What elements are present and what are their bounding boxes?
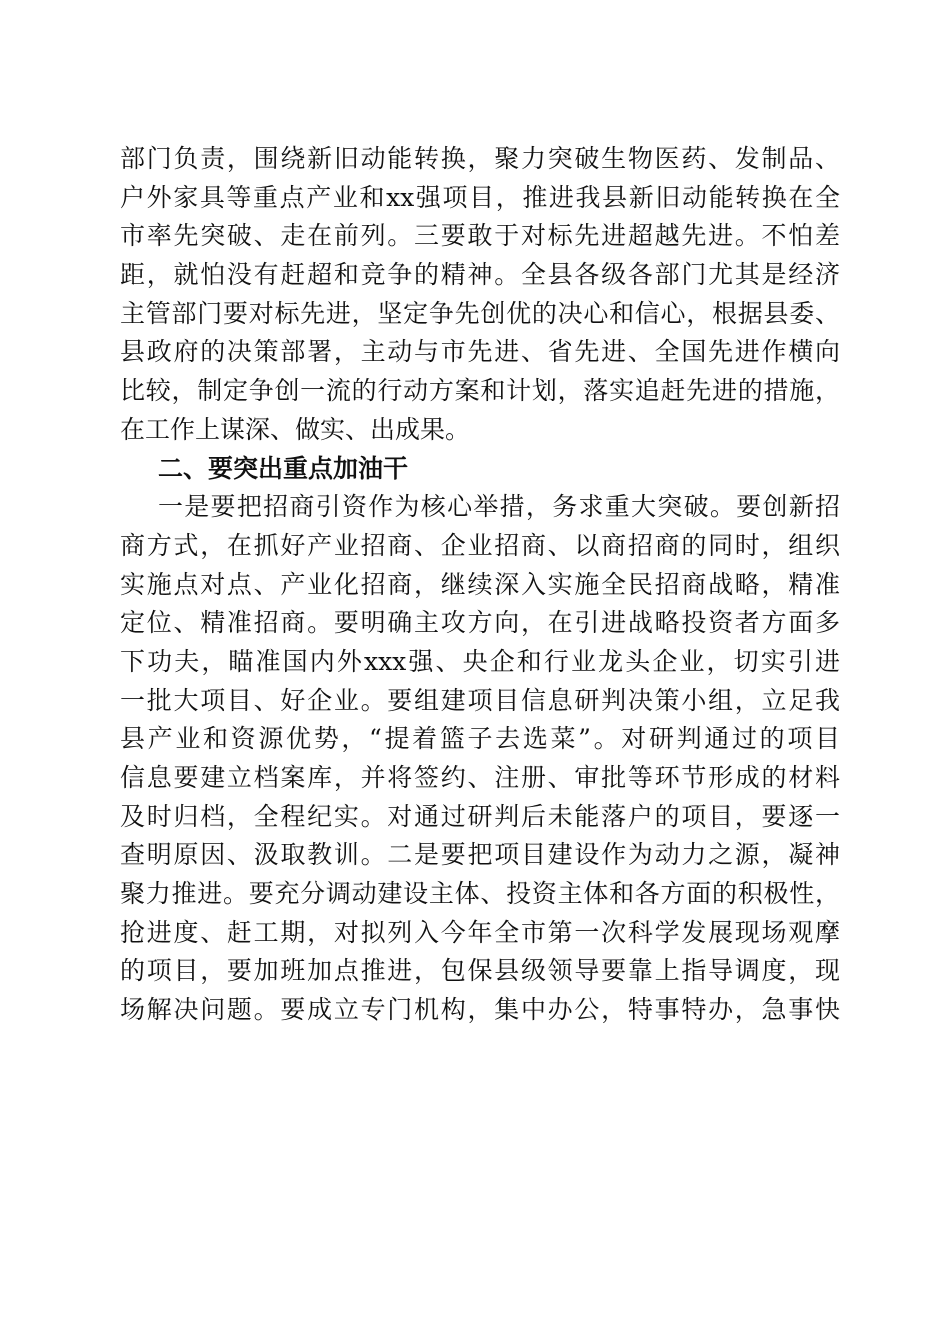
text-line: 的项目，要加班加点推进，包保县级领导要靠上指导调度，现 xyxy=(120,956,840,986)
text-line: 定位、精准招商。要明确主攻方向，在引进战略投资者方面多 xyxy=(120,608,840,638)
text-line: 县产业和资源优势，“提着篮子去选菜”。对研判通过的项目 xyxy=(120,724,840,754)
text-line: 聚力推进。要充分调动建设主体、投资主体和各方面的积极性， xyxy=(120,879,840,909)
text-line: 场解决问题。要成立专门机构，集中办公，特事特办，急事快 xyxy=(120,995,840,1025)
text-line: 实施点对点、产业化招商，继续深入实施全民招商战略，精准 xyxy=(120,569,840,599)
text-line: 查明原因、汲取教训。二是要把项目建设作为动力之源，凝神 xyxy=(120,840,840,870)
paragraph-2 xyxy=(120,488,840,1030)
text-line: 主管部门要对标先进，坚定争先创优的决心和信心，根据县委、 xyxy=(120,298,840,328)
text-line: 比较，制定争创一流的行动方案和计划，落实追赶先进的措施， xyxy=(120,376,840,406)
document-body xyxy=(120,140,840,1030)
text-line: 距，就怕没有赶超和竞争的精神。全县各级各部门尤其是经济 xyxy=(120,260,840,290)
text-line: 部门负责，围绕新旧动能转换，聚力突破生物医药、发制品、 xyxy=(120,144,840,173)
text-line: 及时归档，全程纪实。对通过研判后未能落户的项目，要逐一 xyxy=(120,801,840,831)
text-line: 一是要把招商引资作为核心举措，务求重大突破。要创新招 xyxy=(158,492,840,522)
text-line: 在工作上谋深、做实、出成果。 xyxy=(120,414,471,444)
text-line: 一批大项目、好企业。要组建项目信息研判决策小组，立足我 xyxy=(120,685,840,715)
text-line: 商方式，在抓好产业招商、企业招商、以商招商的同时，组织 xyxy=(120,530,840,560)
text-line: 市率先突破、走在前列。三要敢于对标先进超越先进。不怕差 xyxy=(120,221,840,251)
text-line: 下功夫，瞄准国内外xxx强、央企和行业龙头企业，切实引进 xyxy=(120,646,840,676)
text-line: 县政府的决策部署，主动与市先进、省先进、全国先进作横向 xyxy=(120,337,840,367)
paragraph-1 xyxy=(120,140,840,450)
text-line: 信息要建立档案库，并将签约、注册、审批等环节形成的材料 xyxy=(120,763,840,792)
text-line: 抢进度、赶工期，对拟列入今年全市第一次科学发展现场观摩 xyxy=(120,917,840,947)
section-heading: 二、要突出重点加油干 xyxy=(158,453,409,483)
text-line: 户外家具等重点产业和xx强项目，推进我县新旧动能转换在全 xyxy=(120,182,840,212)
